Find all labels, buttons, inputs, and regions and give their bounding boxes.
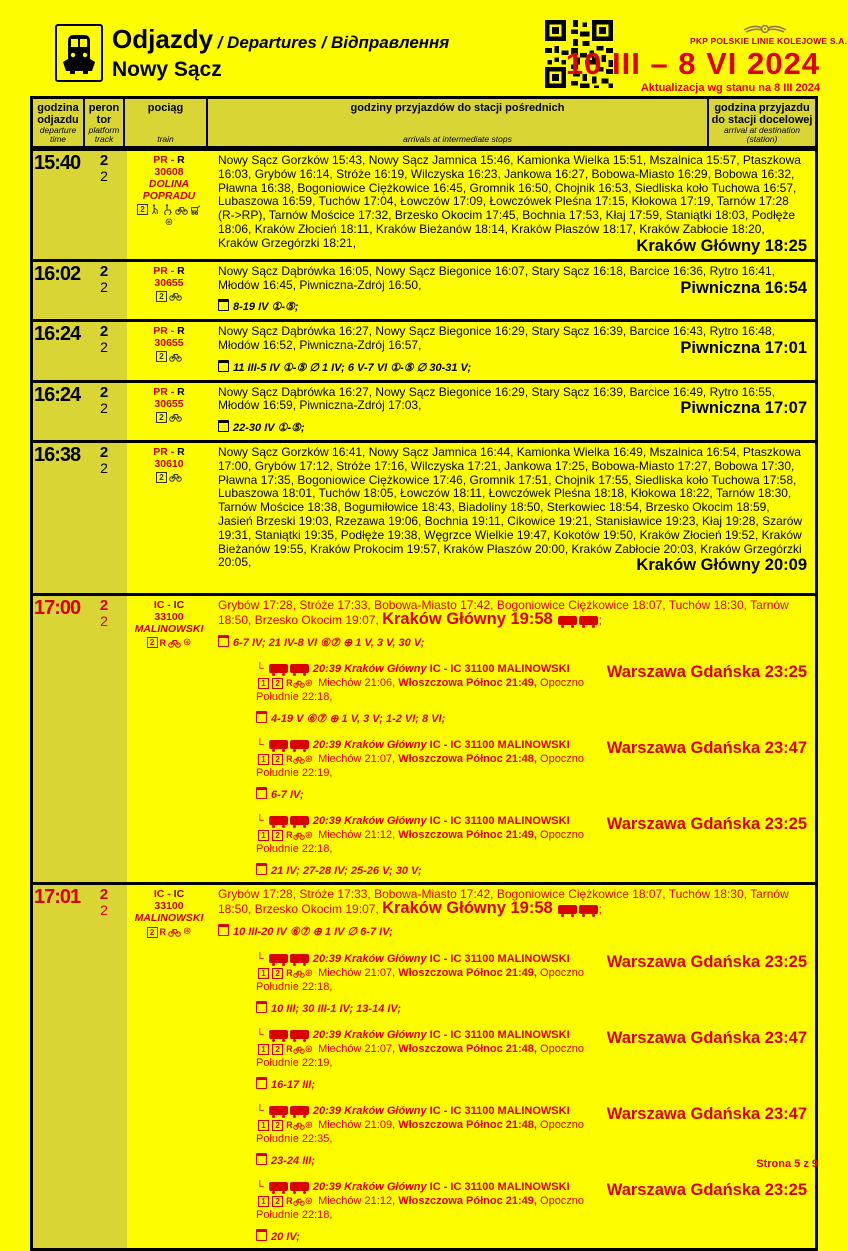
bicycle-icon bbox=[293, 755, 305, 764]
main-service-line: Grybów 17:28, Stróże 17:33, Bobowa-Miasto 17:42, Bogoniowice Ciężkowice 18:07, Tuchów 18:30, Tarnów 18:50, Brzesko Okocim 19:07, Kraków Główny 19:58 ; bbox=[218, 887, 789, 918]
circled-asterisk-icon: ⊛ bbox=[304, 967, 314, 979]
bicycle-icon bbox=[293, 1045, 305, 1054]
platform-number: 2 bbox=[99, 886, 109, 904]
intermediate-stops: Nowy Sącz Dąbrówka 16:05, Nowy Sącz Biegonice 16:07, Stary Sącz 16:18, Barcice 16:36, Rytro 16:41, Młodów 16:45, Piwniczna-Zdrój 16:50, bbox=[218, 263, 775, 292]
class-2-icon: 2 bbox=[156, 291, 167, 302]
train-icon bbox=[55, 24, 103, 82]
service-calendar: 11 III-5 IV ①-⑤ ∅ 1 IV; 6 V-7 VI ①-⑤ ∅ 30-31 V; bbox=[218, 360, 807, 376]
train-name: MALINOWSKI bbox=[134, 622, 204, 635]
class-1-icon: 1 bbox=[258, 1120, 269, 1131]
through-coaches-icon bbox=[268, 1105, 310, 1117]
calendar-icon bbox=[256, 1001, 267, 1013]
calendar-icon bbox=[218, 635, 229, 647]
connection-destination: Warszawa Gdańska 23:47 bbox=[606, 1028, 807, 1047]
class-2-icon: 2 bbox=[147, 927, 158, 938]
circled-asterisk-icon: ⊛ bbox=[304, 754, 314, 766]
circled-asterisk-icon: ⊛ bbox=[304, 1043, 314, 1055]
reservation-icon: R bbox=[286, 678, 293, 689]
class-1-icon: 1 bbox=[258, 1196, 269, 1207]
departure-time: 16:24 bbox=[34, 323, 81, 346]
connection-destination: Warszawa Gdańska 23:25 bbox=[606, 1180, 807, 1199]
departures-table bbox=[30, 96, 818, 1251]
bicycle-icon bbox=[293, 1197, 305, 1206]
circled-asterisk-icon: ⊛ bbox=[304, 678, 314, 690]
connection-icons bbox=[258, 753, 313, 765]
service-calendar: 22-30 IV ①-⑤; bbox=[218, 420, 807, 436]
branch-arrow-icon: └ bbox=[256, 1028, 264, 1041]
departure-time: 17:01 bbox=[34, 886, 81, 909]
train-number: 30610 bbox=[154, 457, 184, 470]
branch-arrow-icon: └ bbox=[256, 1104, 264, 1117]
pkp-logo bbox=[690, 22, 848, 46]
train-name: MALINOWSKI bbox=[134, 912, 204, 925]
calendar-icon bbox=[256, 1077, 267, 1089]
track-number: 2 bbox=[100, 339, 108, 356]
platform-number: 2 bbox=[99, 443, 109, 461]
class-1-icon: 1 bbox=[258, 830, 269, 841]
class-2-icon: 2 bbox=[272, 830, 283, 841]
track-number: 2 bbox=[100, 612, 108, 629]
class-2-icon: 2 bbox=[137, 204, 148, 215]
train-number: 33100 bbox=[154, 900, 184, 913]
train-number: 30608 bbox=[154, 166, 184, 178]
platform-number: 2 bbox=[99, 152, 109, 169]
bicycle-icon bbox=[293, 969, 305, 978]
train-cell: IC - IC 33100 MALINOWSKI 2 R ⊛ bbox=[127, 885, 211, 1247]
page-title-translations: / Departures / Відправлення bbox=[217, 33, 450, 52]
calendar-icon bbox=[256, 863, 267, 875]
reservation-icon: R bbox=[286, 967, 293, 978]
through-coaches-icon bbox=[268, 1029, 310, 1041]
destination: Kraków Główny 19:58 bbox=[382, 899, 553, 918]
update-note: Aktualizacja wg stanu na 8 III 2024 bbox=[640, 82, 820, 94]
through-coaches-icon bbox=[557, 902, 599, 916]
through-coaches-icon bbox=[268, 1181, 310, 1193]
col-header-platform-track: peron tor platform track bbox=[85, 99, 125, 146]
reservation-icon: R bbox=[286, 754, 293, 765]
circled-asterisk-icon: ⊛ bbox=[183, 636, 192, 648]
connection-destination: Warszawa Gdańska 23:47 bbox=[606, 739, 807, 758]
bicycle-icon bbox=[293, 831, 305, 840]
wheelchair-icon bbox=[162, 204, 173, 215]
mobility-assist-icon bbox=[150, 204, 160, 215]
circled-asterisk-icon: ⊛ bbox=[304, 830, 314, 842]
class-1-icon: 1 bbox=[258, 754, 269, 765]
bicycle-icon bbox=[169, 412, 182, 422]
connection-icons bbox=[258, 967, 313, 979]
connection-block: Warszawa Gdańska 23:47 └ 20:39 Kraków Główny IC - IC 31100 MALINOWSKI 1 2 R ⊛ Miechów 21:07, Włoszczowa Północ 21:48, Opoczno Południe 22:19, 16-17 III; bbox=[256, 1028, 807, 1091]
stops-cell bbox=[211, 443, 815, 593]
bicycle-icon bbox=[175, 205, 188, 215]
reservation-icon: R bbox=[286, 1043, 293, 1054]
circled-asterisk-icon: ⊛ bbox=[304, 1119, 314, 1131]
connection-block: Warszawa Gdańska 23:25 └ 20:39 Kraków Główny IC - IC 31100 MALINOWSKI 1 2 R ⊛ Miechów 21:07, Włoszczowa Północ 21:49, Opoczno Południe 22:18, 10 III; 30 III-1 IV; 13-14 IV; bbox=[256, 952, 807, 1015]
train-cell: PR - R 30608 DOLINA POPRADU 2 ⊛ bbox=[127, 151, 211, 259]
connection-train: IC - IC 31100 MALINOWSKI bbox=[429, 1104, 570, 1117]
class-2-icon: 2 bbox=[272, 754, 283, 765]
intermediate-stops: Grybów 17:28, Stróże 17:33, Bobowa-Miasto 17:42, Bogoniowice Ciężkowice 18:07, Tuchów 18:30, Tarnów 18:50, Brzesko Okocim 19:07, bbox=[218, 597, 789, 627]
service-calendar: 10 III-20 IV ⑥⑦ ⊕ 1 IV ∅ 6-7 IV; bbox=[218, 924, 807, 940]
stroller-icon bbox=[190, 205, 201, 215]
branch-arrow-icon: └ bbox=[256, 663, 264, 676]
connection-train: IC - IC 31100 MALINOWSKI bbox=[429, 815, 570, 828]
connection-train: IC - IC 31100 MALINOWSKI bbox=[429, 739, 570, 752]
destination: Kraków Główny 20:09 bbox=[636, 556, 807, 575]
branch-arrow-icon: └ bbox=[256, 1180, 264, 1193]
bicycle-icon bbox=[168, 927, 181, 937]
calendar-icon bbox=[218, 924, 229, 936]
destination: Piwniczna 17:07 bbox=[680, 399, 807, 418]
reservation-icon: R bbox=[286, 830, 293, 841]
reservation-icon: R bbox=[159, 637, 167, 648]
intermediate-stops: Nowy Sącz Gorzków 15:43, Nowy Sącz Jamnica 15:46, Kamionka Wielka 15:51, Mszalnica 15:57, Ptaszkowa 16:03, Grybów 16:14, Stróże 16:19, Wilczyska 16:23, Jankowa 16:27, Bobowa-Miasto 16:29, Bobowa 16:32, Pławna 16:38, Bogoniowice Ciężkowice 16:45, Gromnik 16:50, Chojnik 16:53, Siedliska koło Tuchowa 16:57, Lubaszowa 16:59, Tuchów 17:04, Łowczów 17:09, Łowczówek Pleśna 17:15, Kłokowa 17:19, Tarnów 17:28 (R->RP), Tarnów Mościce 17:32, Brzesko Okocim 17:45, Bochnia 17:53, Kłaj 17:59, Staniątki 18:03, Podłęże 18:06, Kraków Złocień 18:11, Kraków Bieżanów 18:14, Kraków Płaszów 18:17, Kraków Zabłocie 18:20, Kraków Grzegórzki 18:21, bbox=[218, 153, 801, 250]
main-service-line: Grybów 17:28, Stróże 17:33, Bobowa-Miasto 17:42, Bogoniowice Ciężkowice 18:07, Tuchów 18:30, Tarnów 18:50, Brzesko Okocim 19:07, Kraków Główny 19:58 ; bbox=[218, 597, 789, 628]
reservation-icon: R bbox=[159, 927, 167, 938]
class-2-icon: 2 bbox=[272, 678, 283, 689]
calendar-icon bbox=[256, 1229, 267, 1241]
service-calendar: 6-7 IV; 21 IV-8 VI ⑥⑦ ⊕ 1 V, 3 V, 30 V; bbox=[218, 635, 807, 651]
circled-asterisk-icon: ⊛ bbox=[164, 217, 174, 228]
through-coaches-icon bbox=[268, 739, 310, 751]
stops-cell bbox=[211, 383, 815, 440]
connection-block: Warszawa Gdańska 23:25 └ 20:39 Kraków Główny IC - IC 31100 MALINOWSKI 1 2 R ⊛ Miechów 21:12, Włoszczowa Północ 21:49, Opoczno Południe 22:18, 20 IV; bbox=[256, 1180, 807, 1243]
table-row bbox=[33, 259, 815, 319]
stops-cell bbox=[211, 885, 815, 1247]
connection-train: IC - IC 31100 MALINOWSKI bbox=[429, 952, 570, 965]
connection-icons bbox=[258, 829, 313, 841]
platform-number: 2 bbox=[99, 383, 109, 401]
train-cell: PR - R 30655 2 bbox=[127, 322, 211, 379]
train-name: DOLINA POPRADU bbox=[142, 178, 196, 202]
calendar-icon bbox=[256, 787, 267, 799]
departure-time: 15:40 bbox=[34, 152, 81, 174]
calendar-icon bbox=[218, 420, 229, 432]
class-1-icon: 1 bbox=[258, 678, 269, 689]
class-1-icon: 1 bbox=[258, 1044, 269, 1055]
reservation-icon: R bbox=[286, 1119, 293, 1130]
service-calendar: 8-19 IV ①-⑤; bbox=[218, 299, 807, 315]
col-header-departure-time: godzina odjazdu departure time bbox=[33, 99, 85, 146]
service-calendar: 21 IV; 27-28 IV; 25-26 V; 30 V; bbox=[256, 863, 807, 878]
service-calendar: 23-24 III; bbox=[256, 1153, 807, 1168]
destination: Kraków Główny 18:25 bbox=[636, 236, 807, 255]
class-2-icon: 2 bbox=[156, 472, 167, 483]
class-2-icon: 2 bbox=[272, 1120, 283, 1131]
track-number: 2 bbox=[100, 278, 108, 295]
table-row bbox=[33, 319, 815, 379]
track-number: 2 bbox=[100, 459, 108, 476]
train-number: 30655 bbox=[154, 397, 184, 410]
train-cell: PR - R 30655 2 bbox=[127, 262, 211, 319]
table-row bbox=[33, 882, 815, 1247]
connection-block: Warszawa Gdańska 23:25 └ 20:39 Kraków Główny IC - IC 31100 MALINOWSKI 1 2 R ⊛ Miechów 21:12, Włoszczowa Północ 21:49, Opoczno Południe 22:18, 21 IV; 27-28 IV; 25-26 V; 30 V; bbox=[256, 815, 807, 878]
platform-number: 2 bbox=[99, 262, 109, 280]
stops-cell bbox=[211, 151, 815, 259]
departure-time: 16:38 bbox=[34, 443, 81, 466]
branch-arrow-icon: └ bbox=[256, 815, 264, 828]
table-header-row bbox=[33, 99, 815, 148]
destination: Piwniczna 16:54 bbox=[680, 278, 807, 297]
through-coaches-icon bbox=[557, 613, 599, 627]
bicycle-icon bbox=[168, 638, 181, 648]
col-header-intermediate-stops: godziny przyjazdów do stacji pośrednich arrivals at intermediate stops bbox=[208, 99, 709, 146]
class-2-icon: 2 bbox=[156, 351, 167, 362]
circled-asterisk-icon: ⊛ bbox=[183, 926, 192, 938]
intermediate-stops: Grybów 17:28, Stróże 17:33, Bobowa-Miasto 17:42, Bogoniowice Ciężkowice 18:07, Tuchów 18:30, Tarnów 18:50, Brzesko Okocim 19:07, bbox=[218, 887, 789, 917]
through-coaches-icon bbox=[268, 953, 310, 965]
stops-cell bbox=[211, 322, 815, 379]
circled-asterisk-icon: ⊛ bbox=[304, 1195, 314, 1207]
departure-time: 16:24 bbox=[34, 383, 81, 406]
class-1-icon: 1 bbox=[258, 968, 269, 979]
stops-cell bbox=[211, 596, 815, 882]
station-name: Nowy Sącz bbox=[112, 58, 222, 81]
connection-icons bbox=[258, 1195, 313, 1207]
col-header-destination: godzina przyjazdu do stacji docelowej arrival at destination (station) bbox=[711, 102, 813, 144]
service-calendar: 10 III; 30 III-1 IV; 13-14 IV; bbox=[256, 1001, 807, 1016]
train-cell: PR - R 30655 2 bbox=[127, 383, 211, 440]
connection-block: Warszawa Gdańska 23:47 └ 20:39 Kraków Główny IC - IC 31100 MALINOWSKI 1 2 R ⊛ Miechów 21:07, Włoszczowa Północ 21:48, Opoczno Południe 22:19, 6-7 IV; bbox=[256, 739, 807, 802]
operator-name: PKP POLSKIE LINIE KOLEJOWE S.A. bbox=[690, 36, 848, 46]
bicycle-icon bbox=[293, 1121, 305, 1130]
col-header-train: pociąg train bbox=[125, 99, 208, 146]
page-title: Odjazdy bbox=[112, 24, 214, 54]
table-row bbox=[33, 593, 815, 882]
connection-destination: Warszawa Gdańska 23:25 bbox=[606, 952, 807, 971]
table-row bbox=[33, 380, 815, 440]
connection-destination: Warszawa Gdańska 23:25 bbox=[606, 663, 807, 682]
bicycle-icon bbox=[169, 291, 182, 301]
departure-time: 16:02 bbox=[34, 262, 81, 285]
bicycle-icon bbox=[169, 472, 182, 482]
service-calendar: 4-19 V ⑥⑦ ⊕ 1 V, 3 V; 1-2 VI; 8 VI; bbox=[256, 711, 807, 726]
timetable-validity-range: 10 III – 8 VI 2024 bbox=[565, 46, 820, 81]
connection-train: IC - IC 31100 MALINOWSKI bbox=[429, 1180, 570, 1193]
platform-number: 2 bbox=[99, 596, 109, 614]
connection-block: Warszawa Gdańska 23:25 └ 20:39 Kraków Główny IC - IC 31100 MALINOWSKI 1 2 R ⊛ Miechów 21:06, Włoszczowa Północ 21:49, Opoczno Południe 22:18, 4-19 V ⑥⑦ ⊕ 1 V, 3 V; 1-2 VI; 8 VI; bbox=[256, 663, 807, 726]
service-calendar: 16-17 III; bbox=[256, 1077, 807, 1092]
train-cell: IC - IC 33100 MALINOWSKI 2 R ⊛ bbox=[127, 596, 211, 882]
class-2-icon: 2 bbox=[272, 1196, 283, 1207]
connection-destination: Warszawa Gdańska 23:47 bbox=[606, 1104, 807, 1123]
connection-train: IC - IC 31100 MALINOWSKI bbox=[429, 663, 570, 676]
intermediate-stops: Nowy Sącz Dąbrówka 16:27, Nowy Sącz Biegonice 16:29, Stary Sącz 16:39, Barcice 16:43, Rytro 16:48, Młodów 16:52, Piwniczna-Zdrój 16:57, bbox=[218, 324, 775, 352]
through-coaches-icon bbox=[268, 663, 310, 675]
bicycle-icon bbox=[169, 352, 182, 362]
connection-destination: Warszawa Gdańska 23:25 bbox=[606, 815, 807, 834]
service-calendar: 6-7 IV; bbox=[256, 787, 807, 802]
calendar-icon bbox=[218, 360, 229, 372]
class-2-icon: 2 bbox=[156, 412, 167, 423]
track-number: 2 bbox=[100, 399, 108, 416]
calendar-icon bbox=[218, 299, 229, 311]
table-row bbox=[33, 440, 815, 593]
calendar-icon bbox=[256, 1153, 267, 1165]
connection-icons bbox=[258, 677, 313, 689]
track-number: 2 bbox=[100, 168, 108, 184]
class-2-icon: 2 bbox=[272, 1044, 283, 1055]
intermediate-stops: Nowy Sącz Dąbrówka 16:27, Nowy Sącz Biegonice 16:29, Stary Sącz 16:39, Barcice 16:49, Rytro 16:55, Młodów 16:59, Piwniczna-Zdrój 17:03, bbox=[218, 384, 775, 413]
table-row bbox=[33, 148, 815, 259]
destination: Kraków Główny 19:58 bbox=[382, 609, 553, 628]
bicycle-icon bbox=[293, 679, 305, 688]
intermediate-stops: Nowy Sącz Gorzków 16:41, Nowy Sącz Jamnica 16:44, Kamionka Wielka 16:49, Mszalnica 16:54, Ptaszkowa 17:00, Grybów 17:12, Stróże 17:16, Wilczyska 17:21, Jankowa 17:25, Bobowa-Miasto 17:27, Bobowa 17:30, Pławna 17:35, Bogoniowice Ciężkowice 17:46, Gromnik 17:51, Chojnik 17:55, Siedliska koło Tuchowa 17:58, Lubaszowa 18:01, Tuchów 18:05, Łowczów 18:11, Łowczówek Pleśna 18:18, Kłokowa 18:22, Tarnów 18:30, Tarnów Mościce 18:38, Bogumiłowice 18:43, Biadoliny 18:50, Sterkowiec 18:54, Brzesko Okocim 18:59, Jasień Brzeski 19:03, Rzezawa 19:06, Bochnia 19:11, Cikowice 19:21, Stanisławice 19:23, Kłaj 19:28, Szarów 19:31, Staniątki 19:35, Podłęże 19:38, Węgrzce Wielkie 19:47, Kokotów 19:50, Kraków Złocień 19:52, Kraków Bieżanów 19:55, Kraków Prokocim 19:57, Kraków Płaszów 20:00, Kraków Zabłocie 20:03, Kraków Grzegórzki 20:05, bbox=[218, 444, 803, 570]
through-coaches-icon bbox=[268, 815, 310, 827]
train-number: 30655 bbox=[154, 276, 184, 289]
connection-icons bbox=[258, 1119, 313, 1131]
train-cell: PR - R 30610 2 bbox=[127, 443, 211, 593]
train-number: 33100 bbox=[154, 610, 184, 623]
pkp-wings-icon bbox=[742, 22, 788, 35]
destination: Piwniczna 17:01 bbox=[680, 338, 807, 357]
service-calendar: 20 IV; bbox=[256, 1229, 807, 1244]
calendar-icon bbox=[256, 711, 267, 723]
platform-number: 2 bbox=[99, 323, 109, 341]
masthead bbox=[0, 0, 848, 96]
class-2-icon: 2 bbox=[272, 968, 283, 979]
departure-time: 17:00 bbox=[34, 596, 81, 619]
train-number: 30655 bbox=[154, 337, 184, 350]
stops-cell bbox=[211, 262, 815, 319]
connection-block: Warszawa Gdańska 23:47 └ 20:39 Kraków Główny IC - IC 31100 MALINOWSKI 1 2 R ⊛ Miechów 21:09, Włoszczowa Północ 21:48, Opoczno Południe 22:35, 23-24 III; bbox=[256, 1104, 807, 1167]
connection-icons bbox=[258, 1043, 313, 1055]
page-number: Strona 5 z 9 bbox=[756, 1158, 818, 1170]
class-2-icon: 2 bbox=[147, 637, 158, 648]
track-number: 2 bbox=[100, 902, 108, 919]
branch-arrow-icon: └ bbox=[256, 952, 264, 965]
branch-arrow-icon: └ bbox=[256, 739, 264, 752]
connection-train: IC - IC 31100 MALINOWSKI bbox=[429, 1028, 570, 1041]
reservation-icon: R bbox=[286, 1195, 293, 1206]
